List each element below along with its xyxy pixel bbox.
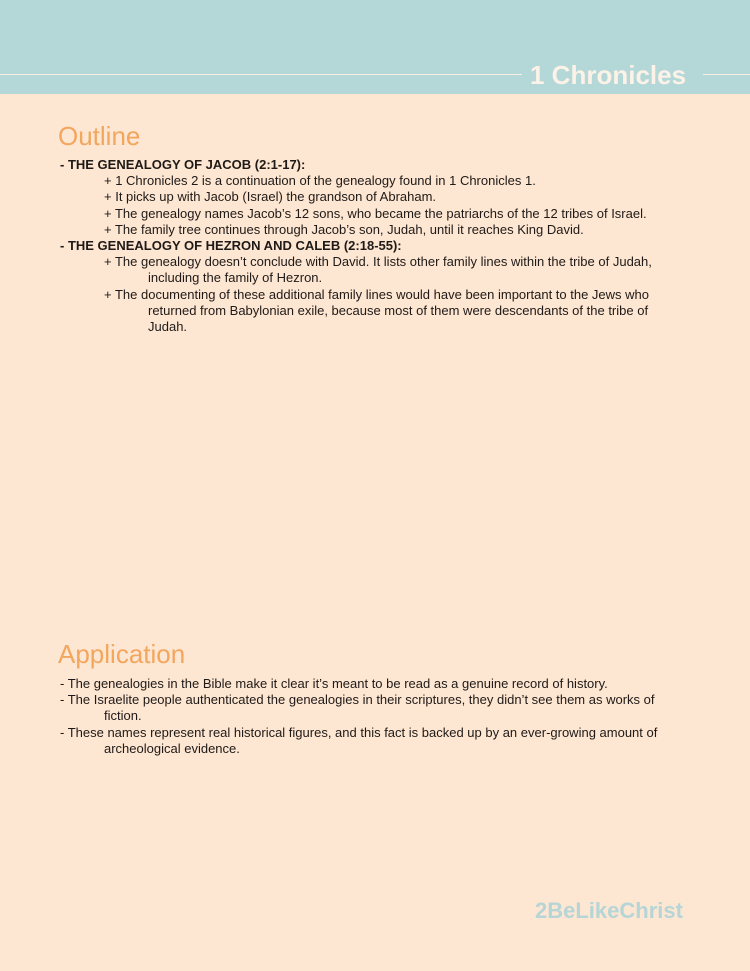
application-item: - These names represent real historical figures, and this fact is backed up by an ever-growing amount of (60, 724, 658, 740)
outline-subpoint: + 1 Chronicles 2 is a continuation of the genealogy found in 1 Chronicles 1. (104, 173, 536, 189)
outline-point-2: - THE GENEALOGY OF HEZRON AND CALEB (2:18-55): (60, 238, 402, 254)
outline-subpoint: + It picks up with Jacob (Israel) the grandson of Abraham. (104, 189, 437, 205)
application-item-continuation: fiction. (104, 708, 142, 724)
application-list (60, 676, 690, 757)
outline-subpoint-continuation: returned from Babylonian exile, because most of them were descendants of the tribe of (148, 302, 649, 318)
outline-subpoint: + The genealogy names Jacob’s 12 sons, who became the patriarchs of the 12 tribes of Israel. (104, 205, 647, 221)
outline-subpoint: + The genealogy doesn’t conclude with David. It lists other family lines within the tribe of Judah, (104, 254, 652, 270)
header-rule-right (703, 74, 750, 75)
application-item-continuation: archeological evidence. (104, 740, 240, 756)
outline-list (60, 157, 690, 335)
outline-heading: Outline (58, 121, 141, 151)
brand-wordmark: 2BeLikeChrist (535, 898, 683, 923)
application-item: - The genealogies in the Bible make it clear it’s meant to be read as a genuine record of history. (60, 676, 608, 691)
header-rule-left (0, 74, 522, 75)
outline-subpoint-continuation: Judah. (148, 319, 188, 335)
outline-subpoint: + The documenting of these additional family lines would have been important to the Jews who (104, 286, 650, 302)
application-item: - The Israelite people authenticated the genealogies in their scriptures, they didn’t see them as works of (60, 692, 655, 708)
page-title: 1 Chronicles (530, 60, 687, 90)
application-heading: Application (58, 639, 186, 669)
outline-point-1: - THE GENEALOGY OF JACOB (2:1-17): (60, 157, 306, 172)
outline-subpoint: + The family tree continues through Jacob’s son, Judah, until it reaches King David. (104, 221, 584, 237)
outline-subpoint-continuation: including the family of Hezron. (148, 270, 323, 286)
